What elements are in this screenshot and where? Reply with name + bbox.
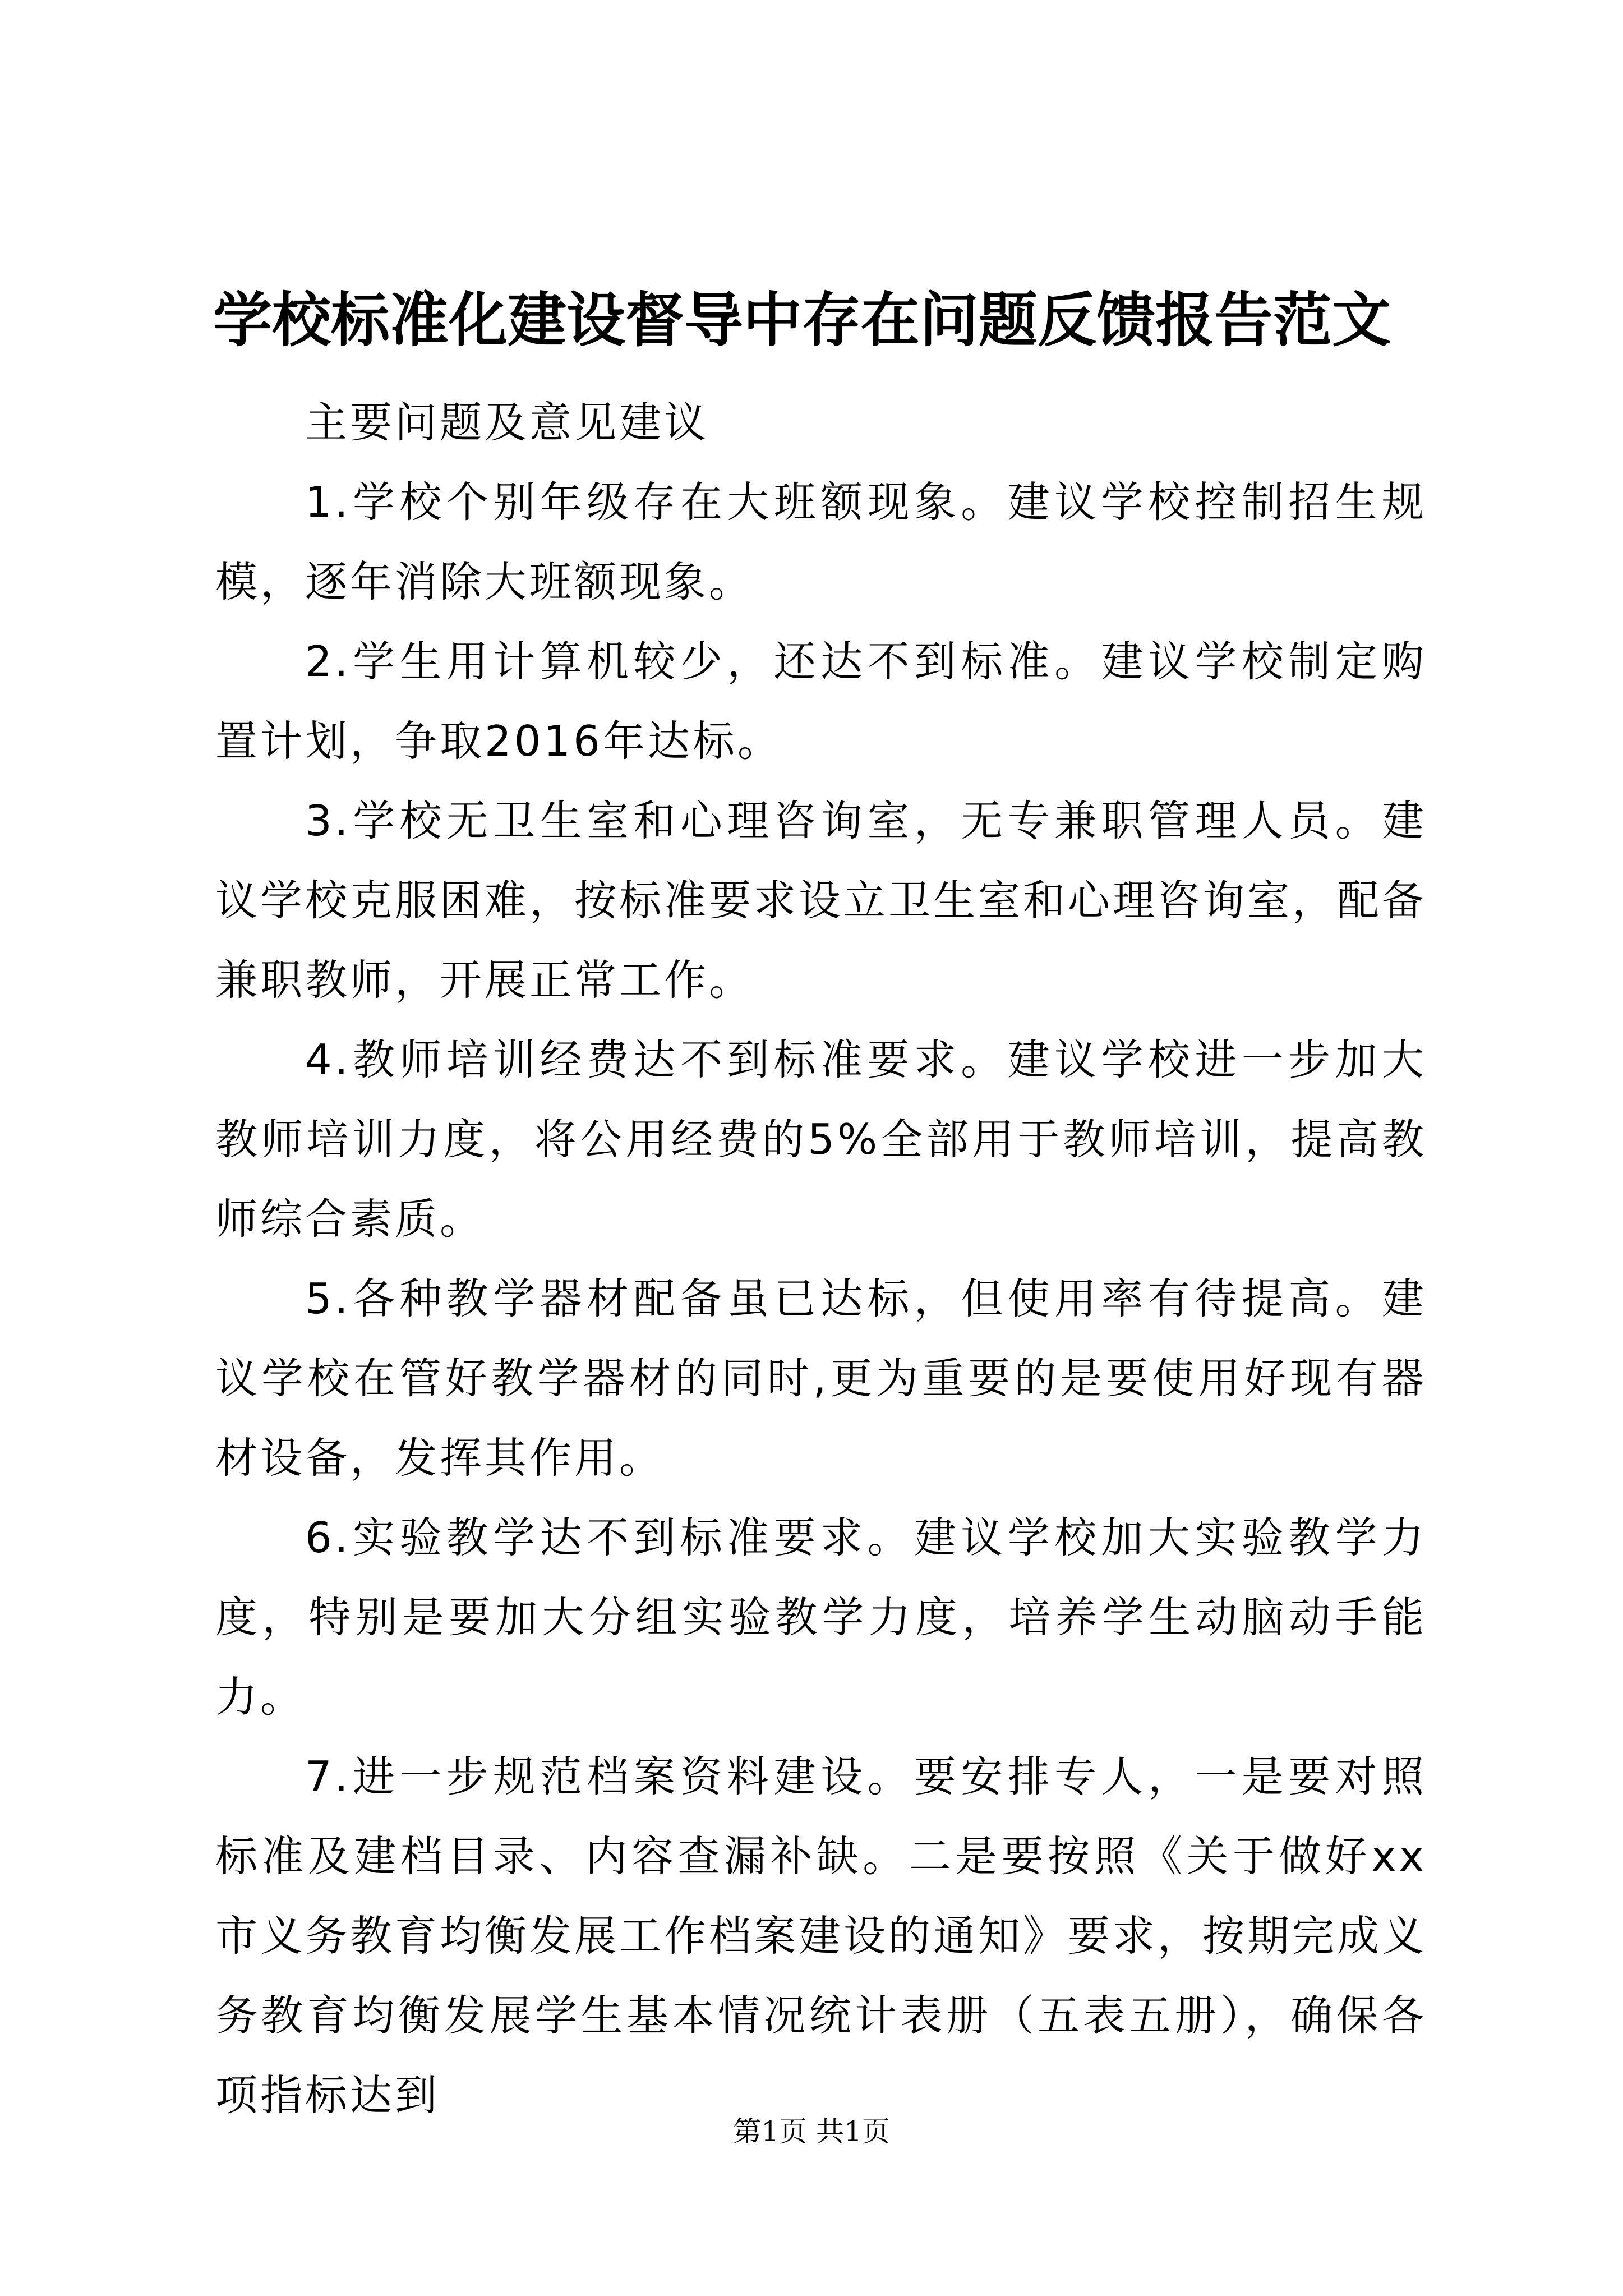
- document-title: 学校标准化建设督导中存在问题反馈报告范文: [213, 285, 1391, 355]
- paragraph-item-5: 5.各种教学器材配备虽已达标，但使用率有待提高。建议学校在管好教学器材的同时,更为重要的是要使用好现有器材设备，发挥其作用。: [215, 1274, 1427, 1483]
- page-footer: 第1页 共1页: [733, 2115, 890, 2148]
- paragraph-item-3: 3.学校无卫生室和心理咨询室，无专兼职管理人员。建议学校克服困难，按标准要求设立卫生室和心理咨询室，配备兼职教师，开展正常工作。: [215, 796, 1427, 1005]
- paragraph-item-1: 1.学校个别年级存在大班额现象。建议学校控制招生规模，逐年消除大班额现象。: [215, 477, 1427, 606]
- document-body: [215, 383, 1427, 2135]
- paragraph-item-6: 6.实验教学达不到标准要求。建议学校加大实验教学力度，特别是要加大分组实验教学力度，培养学生动脑动手能力。: [215, 1513, 1427, 1722]
- paragraph-item-4: 4.教师培训经费达不到标准要求。建议学校进一步加大教师培训力度，将公用经费的5%全部用于教师培训，提高教师综合素质。: [215, 1035, 1427, 1244]
- paragraph-heading: 主要问题及意见建议: [305, 398, 709, 447]
- paragraph-item-7: 7.进一步规范档案资料建设。要安排专人，一是要对照标准及建档目录、内容查漏补缺。二是要按照《关于做好xx市义务教育均衡发展工作档案建设的通知》要求，按期完成义务教育均衡发展学生基本情况统计表册（五表五册），确保各项指标达到: [215, 1752, 1427, 2120]
- paragraph-item-2: 2.学生用计算机较少，还达不到标准。建议学校制定购置计划，争取2016年达标。: [215, 637, 1427, 766]
